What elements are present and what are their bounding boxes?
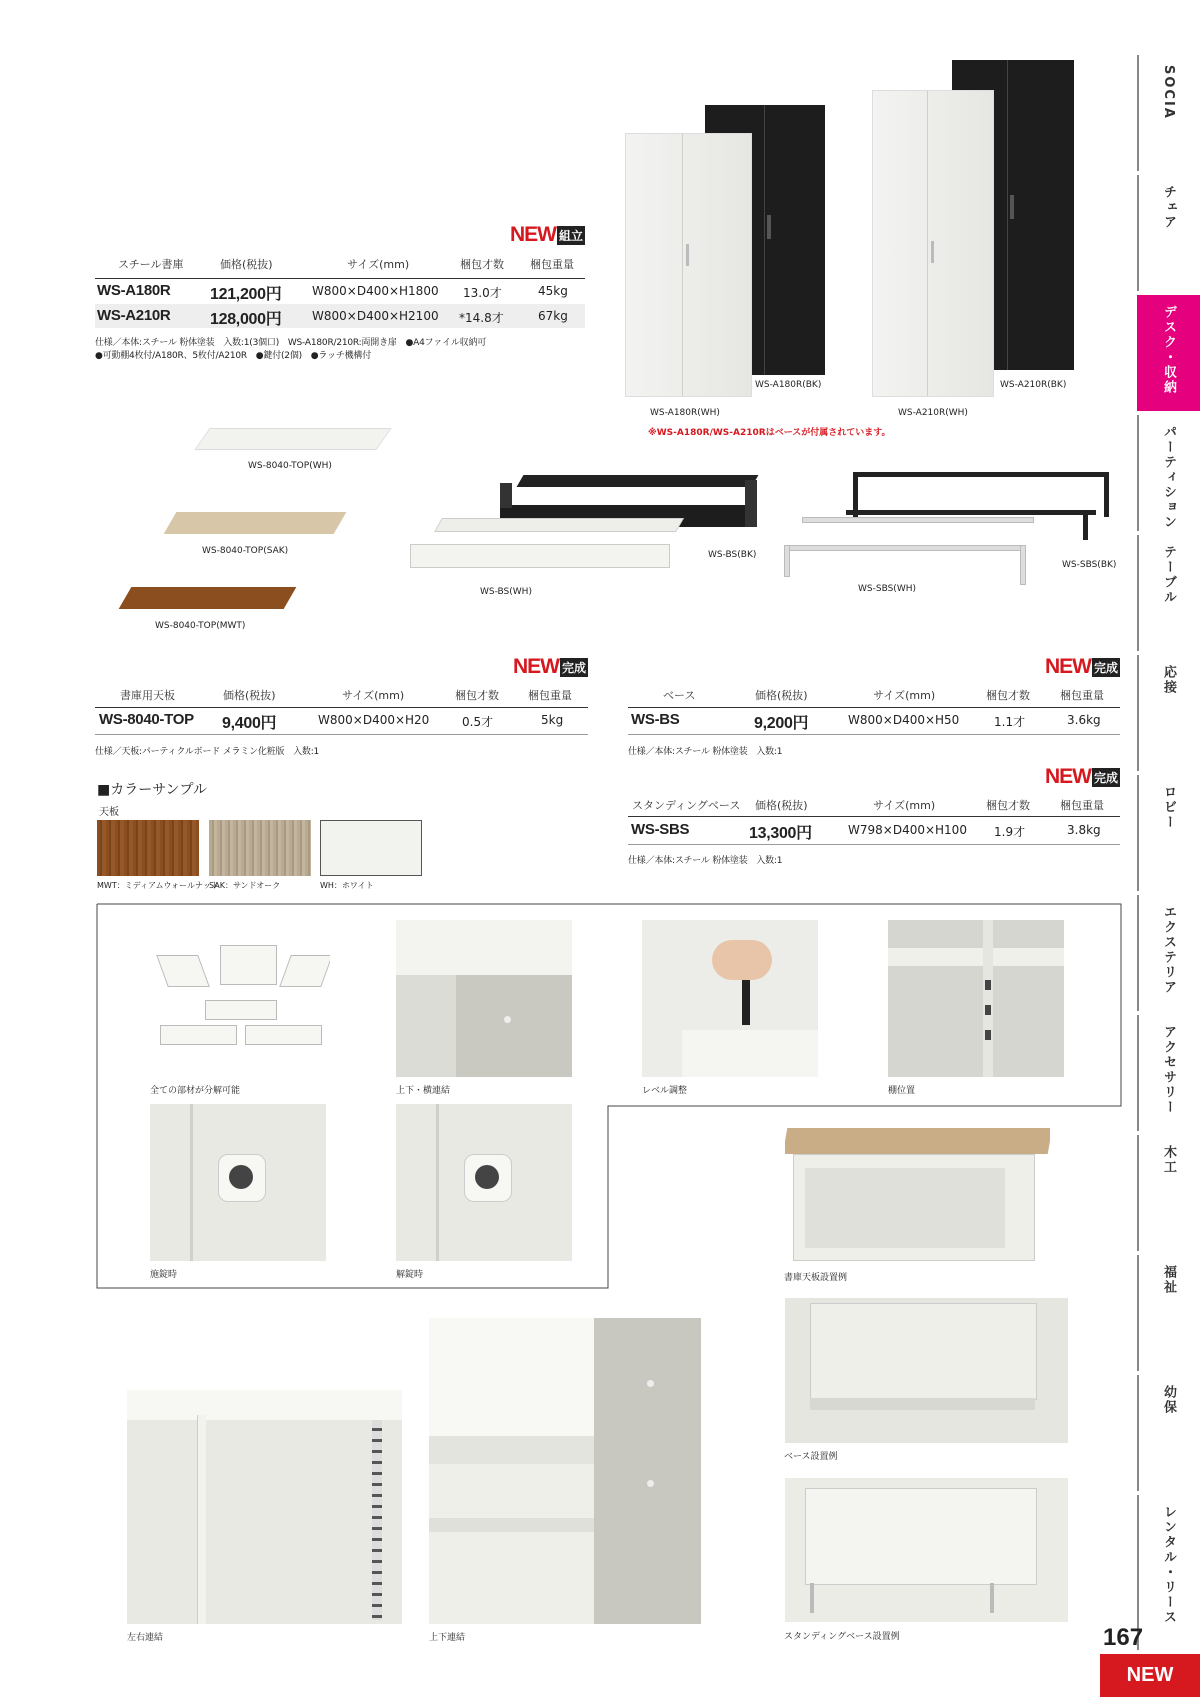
color-sample-title: ■カラーサンプル (97, 782, 207, 798)
photo-locked (150, 1104, 326, 1261)
photo-lr-connect (127, 1390, 402, 1624)
standing-spec: 仕様／本体:スチール 粉体塗装 入数:1 (628, 856, 783, 866)
base-row-model: WS-BS (631, 711, 680, 728)
base-row-volume: 1.1才 (994, 715, 1026, 729)
sidebar-tab-label: レンタル・リース (1161, 1505, 1176, 1625)
sidebar-tab-desk-storage[interactable] (1137, 295, 1200, 411)
sidebar-tab-partition[interactable] (1137, 415, 1200, 531)
standing-header-size: サイズ(mm) (873, 799, 936, 812)
cabinet-header-weight: 梱包重量 (530, 258, 574, 271)
photo-ud-connect (429, 1318, 701, 1624)
top-row-weight: 5kg (541, 713, 564, 727)
sidebar-tab-label: デスク・収納 (1161, 305, 1176, 395)
cabinet-row1-weight: 45kg (538, 284, 568, 298)
caption-base-example: ベース設置例 (784, 1452, 838, 1462)
standing-row-model: WS-SBS (631, 821, 690, 838)
sidebar-tab-welfare[interactable] (1137, 1255, 1200, 1371)
caption-a180-bk: WS-A180R(BK) (755, 380, 822, 390)
top-row-size: W800×D400×H20 (318, 713, 430, 727)
page-number: 167 (1103, 1624, 1144, 1651)
sidebar-tab-chair[interactable] (1137, 175, 1200, 291)
photo-unlocked (396, 1104, 572, 1261)
top-header-weight: 梱包重量 (528, 689, 572, 702)
top-header-name: 書庫用天板 (120, 689, 175, 702)
caption-sbs-wh: WS-SBS(WH) (858, 584, 916, 594)
swatch-sak-label: SAK：サンドオーク (209, 881, 281, 890)
caption-top-mwt: WS-8040-TOP(MWT) (155, 621, 246, 631)
sidebar-tab-label: パーティション (1161, 425, 1176, 530)
top-header-price: 価格(税抜) (223, 689, 276, 702)
base-included-note: ※WS-A180R/WS-A210Rはベースが付属されています。 (648, 428, 891, 438)
sidebar-tab-label: 応接 (1161, 665, 1176, 695)
cabinet-row2-size: W800×D400×H2100 (312, 309, 439, 323)
standing-row-weight: 3.8kg (1067, 823, 1101, 837)
cabinet-spec-line2: ●可動棚4枚付/A180R、5枚付/A210R ●鍵付(2個) ●ラッチ機構付 (95, 351, 372, 361)
caption-bs-bk: WS-BS(BK) (708, 550, 757, 560)
base-header-volume: 梱包才数 (986, 689, 1030, 702)
base-row-price: 9,200円 (754, 715, 809, 732)
sidebar-tab-label: ロビー (1161, 785, 1176, 830)
caption-top-example: 書庫天板設置例 (784, 1273, 848, 1283)
base-header-weight: 梱包重量 (1060, 689, 1104, 702)
caption-top-wh: WS-8040-TOP(WH) (248, 461, 332, 471)
caption-unlocked: 解錠時 (396, 1270, 424, 1280)
sidebar-tab-label: 木工 (1161, 1145, 1176, 1175)
caption-a210-wh: WS-A210R(WH) (898, 408, 968, 418)
caption-standing-example: スタンディングベース設置例 (784, 1632, 900, 1642)
new-label: NEW (510, 223, 556, 246)
caption-bs-wh: WS-BS(WH) (480, 587, 532, 597)
sidebar-tab-rental[interactable] (1137, 1495, 1200, 1650)
sidebar-tab-label: チェア (1161, 185, 1176, 230)
standing-header-name: スタンディングベース (632, 799, 741, 812)
base-row-weight: 3.6kg (1067, 713, 1101, 727)
base-header-price: 価格(税抜) (755, 689, 808, 702)
caption-disassemble: 全ての部材が分解可能 (150, 1086, 241, 1096)
new-kind: 完成 (1092, 658, 1120, 677)
standing-row-volume: 1.9才 (994, 825, 1026, 839)
sidebar-tab-label: 福祉 (1161, 1265, 1176, 1295)
sidebar-tab-nursery[interactable] (1137, 1375, 1200, 1491)
sidebar-tab-label: テーブル (1161, 545, 1176, 605)
top-row-price: 9,400円 (222, 715, 277, 732)
top-row-volume: 0.5才 (462, 715, 494, 729)
cabinet-header-size: サイズ(mm) (347, 258, 410, 271)
color-sample-subtitle: 天板 (99, 807, 119, 818)
caption-locked: 施錠時 (150, 1270, 178, 1280)
cabinet-spec-line1: 仕様／本体:スチール 粉体塗装 入数:1(3個口) WS-A180R/210R:両開き扉 ●A4ファイル収納可 (95, 338, 487, 348)
cabinet-row1-model: WS-A180R (97, 282, 171, 299)
photo-base-example (785, 1298, 1068, 1443)
standing-header-price: 価格(税抜) (755, 799, 808, 812)
swatch-wh-label: WH：ホワイト (320, 881, 374, 890)
new-label: NEW (1045, 765, 1091, 788)
cabinet-header-name: スチール書庫 (118, 258, 184, 271)
base-row-size: W800×D400×H50 (848, 713, 960, 727)
caption-lr-connect: 左右連結 (127, 1633, 164, 1643)
sidebar-tab-woodwork[interactable] (1137, 1135, 1200, 1251)
caption-a210-bk: WS-A210R(BK) (1000, 380, 1067, 390)
caption-shelf: 棚位置 (888, 1086, 916, 1096)
standing-row-size: W798×D400×H100 (848, 823, 967, 837)
cabinet-row2-volume: *14.8才 (459, 311, 504, 325)
caption-top-sak: WS-8040-TOP(SAK) (202, 546, 289, 556)
new-kind: 組立 (557, 226, 585, 245)
base-spec: 仕様／本体:スチール 粉体塗装 入数:1 (628, 747, 783, 757)
footer-new-badge: NEW (1100, 1654, 1200, 1697)
swatch-mwt-label: MWT：ミディアムウォールナット (97, 881, 219, 890)
cabinet-row1-size: W800×D400×H1800 (312, 284, 439, 298)
base-header-size: サイズ(mm) (873, 689, 936, 702)
cabinet-row1-price: 121,200円 (210, 286, 282, 303)
cabinet-row2-model: WS-A210R (97, 307, 171, 324)
sidebar-tab-label: エクステリア (1161, 905, 1176, 995)
top-header-size: サイズ(mm) (342, 689, 405, 702)
new-label: NEW (513, 655, 559, 678)
standing-header-volume: 梱包才数 (986, 799, 1030, 812)
sidebar-tab-lobby[interactable] (1137, 775, 1200, 891)
cabinet-row2-price: 128,000円 (210, 311, 282, 328)
sidebar-tab-accessory[interactable] (1137, 1015, 1200, 1131)
caption-connect: 上下・横連結 (396, 1086, 451, 1096)
top-row-model: WS-8040-TOP (99, 711, 194, 728)
sidebar-tab-label: SOCIA (1161, 65, 1176, 120)
sidebar-tab-socia[interactable] (1137, 55, 1200, 171)
photo-disassemble (150, 940, 330, 1050)
photo-top-example (785, 1128, 1050, 1263)
sidebar-tab-label: アクセサリー (1161, 1025, 1176, 1115)
standing-row-price: 13,300円 (749, 825, 812, 842)
new-kind: 完成 (560, 658, 588, 677)
cabinet-header-volume: 梱包才数 (460, 258, 504, 271)
photo-shelf (888, 920, 1064, 1077)
photo-level (642, 920, 818, 1077)
new-label: NEW (1045, 655, 1091, 678)
sidebar-tab-exterior[interactable] (1137, 895, 1200, 1011)
sidebar-tab-table[interactable] (1137, 535, 1200, 651)
photo-standing-example (785, 1478, 1068, 1622)
caption-a180-wh: WS-A180R(WH) (650, 408, 720, 418)
cabinet-header-price: 価格(税抜) (220, 258, 273, 271)
caption-level: レベル調整 (642, 1086, 688, 1096)
photo-connect (396, 920, 572, 1077)
caption-ud-connect: 上下連結 (429, 1633, 466, 1643)
cabinet-row2-weight: 67kg (538, 309, 568, 323)
top-header-volume: 梱包才数 (455, 689, 499, 702)
cabinet-row1-volume: 13.0才 (463, 286, 502, 300)
standing-header-weight: 梱包重量 (1060, 799, 1104, 812)
new-kind: 完成 (1092, 768, 1120, 787)
base-header-name: ベース (663, 689, 696, 702)
caption-sbs-bk: WS-SBS(BK) (1062, 560, 1117, 570)
sidebar-tab-reception[interactable] (1137, 655, 1200, 771)
sidebar-tab-label: 幼保 (1161, 1385, 1176, 1415)
top-spec: 仕様／天板:パーティクルボード メラミン化粧版 入数:1 (95, 747, 320, 757)
